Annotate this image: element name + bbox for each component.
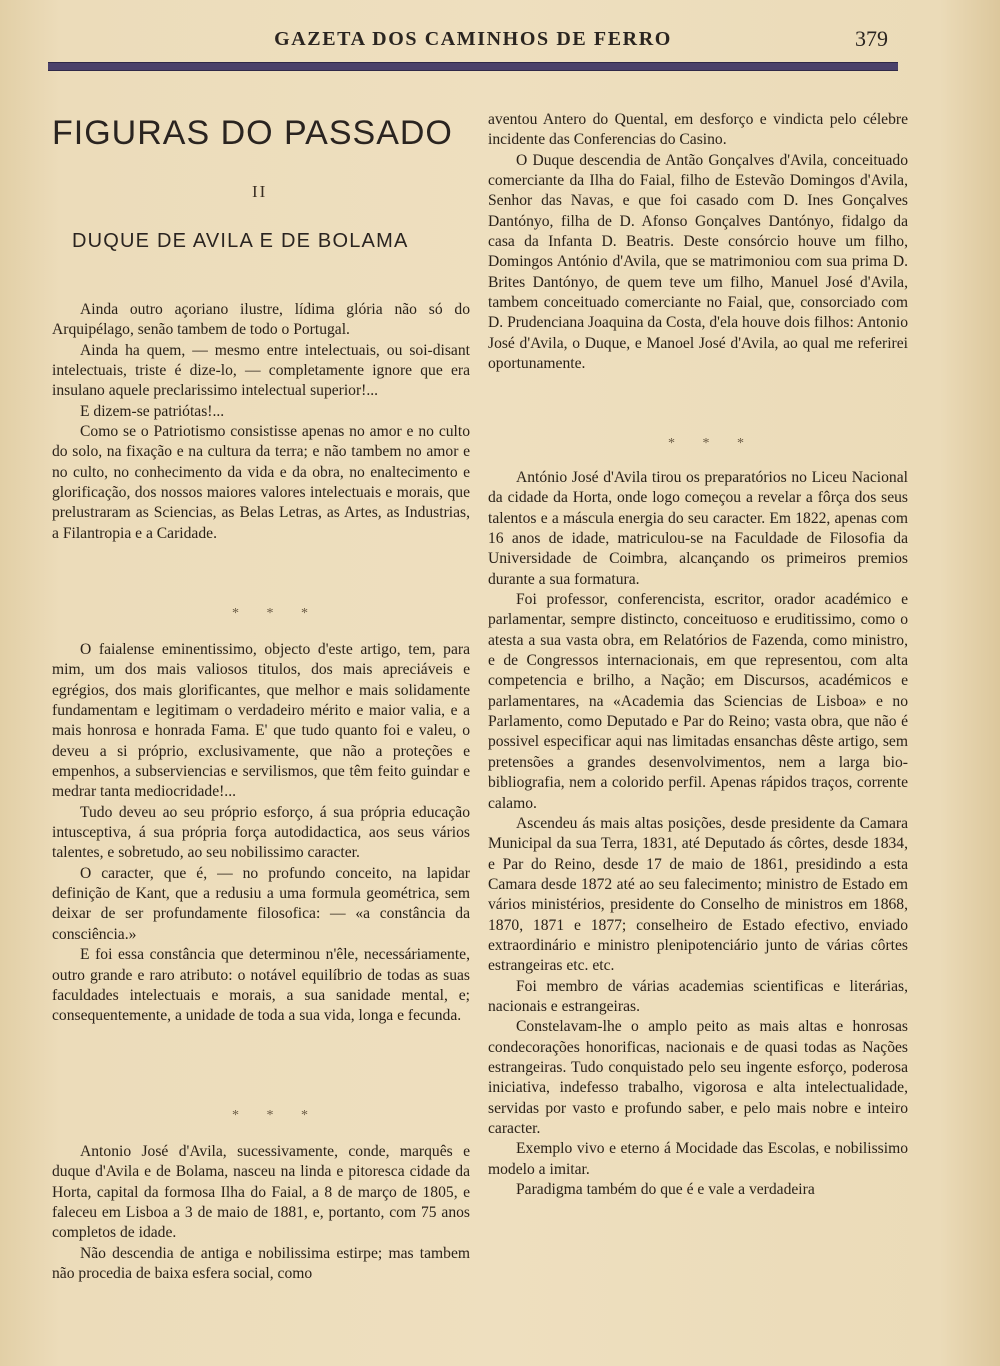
paragraph: António José d'Avila tirou os preparatórios no Liceu Nacional da cidade da Horta, onde logo começou a revelar a fôrça dos seus talentos e a máscula energia do seu caracter. Em 1822, apenas com 16 anos de idade, matriculou-se na Faculdade de Filosofia da Universidade de Coimbra, alcançando os primeiros premios durante a sua formatura. xyxy=(488,469,908,588)
left-text-block-2 xyxy=(52,640,470,1027)
paragraph: Ainda ha quem, — mesmo entre intelectuais, ou soi-disant intelectuais, triste é dize-lo, — completamente ignore que era insulano aquele preclarissimo intelectual superior!... xyxy=(52,341,470,400)
paragraph: Foi membro de várias academias scientificas e literárias, nacionais e estrangeiras. xyxy=(488,977,908,1015)
right-text-block-2 xyxy=(488,468,908,1200)
right-text-block-1 xyxy=(488,110,908,374)
paragraph: O faialense eminentissimo, objecto d'este artigo, tem, para mim, um dos mais valiosos titulos, dos mais apreciáveis e egrégios, dos mais glorificantes, que melhor e mais solidamente fundamentam e legitimam o verdadeiro mérito e maior valia, e a mais honrosa e honrada Fama. E' que tudo quanto foi e valeu, o deveu a si próprio, exclusivamente, que não a proteções e empenhos, a subserviencias e servilismos, que têm feito guindar e medrar tanta mediocridade!... xyxy=(52,641,470,801)
running-header xyxy=(48,28,898,58)
article-title: FIGURAS DO PASSADO xyxy=(52,114,453,152)
page-number: 379 xyxy=(855,26,888,51)
paragraph: Ainda outro açoriano ilustre, lídima glória não só do Arquipélago, senão tambem de todo o Portugal. xyxy=(52,301,470,339)
paragraph: Não descendia de antiga e nobilissima estirpe; mas tambem não procedia de baixa esfera social, como xyxy=(52,1244,470,1283)
paragraph: Ascendeu ás mais altas posições, desde presidente da Camara Municipal da sua Terra, 1831, até Deputado ás côrtes, desde 1834, e Par do Reino, desde 17 de maio de 1861, presidindo a esta Camara desde 1872 até ao seu falecimento; ministro de Estado em vários ministérios, presidente do Conselho de ministros em 1868, 1870, 1871 e 1877; conselheiro de Estado efectivo, enviado extraordinário e ministro plenipotenciário junto de várias côrtes estrangeiras etc. etc. xyxy=(488,814,908,975)
header-rule xyxy=(48,62,898,71)
paragraph: O caracter, que é, — no profundo conceito, na lapidar definição de Kant, que a redusiu a uma formula geométrica, sem deixar de ser profundamente filosofica: — «a constância da consciência.» xyxy=(52,864,470,943)
journal-title: GAZETA DOS CAMINHOS DE FERRO xyxy=(274,28,672,50)
article-part: II xyxy=(252,182,268,201)
paragraph: aventou Antero do Quental, em desforço e vindicta pelo célebre incidente das Conferencias do Casino. xyxy=(488,111,908,149)
section-separator: * * * xyxy=(232,606,320,621)
section-separator: * * * xyxy=(668,436,756,451)
paragraph: E foi essa constância que determinou n'êle, necessáriamente, outro grande e raro atributo: o notável equilíbrio de todas as suas faculdades intelectuais e morais, a sua sanidade mental, e; consequentemente, a unidade de toda a sua vida, longa e fecunda. xyxy=(52,946,470,1025)
paragraph: E dizem-se patriótas!... xyxy=(80,402,225,420)
paragraph: Foi professor, conferencista, escritor, orador académico e parlamentar, sempre distincto, conceituoso e eruditissimo, como o atesta a sua vasta obra, em Relatórios de Fazenda, como ministro, e de Congressos internacionais, em que representou, com alta competencia e brilho, a Nação; em Discursos, académicos e parlamentares, na «Academia das Sciencias de Lisboa» e no Parlamento, como Deputado e Par do Reino; vasta obra, que não é possivel especificar aqui nas limitadas ensanchas dêste artigo, sem pretensões a grandes desenvolvimentos, nem a larga bio-bibliografia, nem a colorido perfil. Apenas rápidos traços, corrente calamo. xyxy=(488,591,908,812)
left-text-block-3 xyxy=(52,1142,470,1284)
article-subtitle: DUQUE DE AVILA E DE BOLAMA xyxy=(72,230,409,252)
paragraph: Exemplo vivo e eterno á Mocidade das Escolas, e nobilissimo modelo a imitar. xyxy=(488,1140,908,1178)
section-separator: * * * xyxy=(232,1108,320,1123)
paragraph: Antonio José d'Avila, sucessivamente, conde, marquês e duque d'Avila e de Bolama, nasceu na linda e pitoresca cidade da Horta, capital da formosa Ilha do Faial, a 8 de março de 1805, e faleceu em Lisboa a 3 de maio de 1881, e, portanto, com 75 anos completos de idade. xyxy=(52,1143,470,1242)
paragraph: Tudo deveu ao seu próprio esforço, á sua própria educação intusceptiva, á sua própria força autodidactica, aos seus vários talentes, e sobretudo, ao seu nobilissimo caracter. xyxy=(52,803,470,862)
left-text-block-1 xyxy=(52,300,470,544)
paragraph: Constelavam-lhe o amplo peito as mais altas e honrosas condecorações honorificas, nacionais e de quasi todas as Nações estrangeiras. Tudo conquistado pelo seu ingente esforço, poderosa iniciativa, indefesso trabalho, vigorosa e alta intelectualidade, servidas por vasto e profundo saber, e pelo mais nobre e inteiro caracter. xyxy=(488,1018,908,1137)
paragraph: Paradigma também do que é e vale a verdadeira xyxy=(516,1181,815,1199)
paragraph: O Duque descendia de Antão Gonçalves d'Avila, conceituado comerciante da Ilha do Faial, filho de Estevão Domingos d'Avila, Senhor das Navas, e que foi casado com D. Ines Gonçalves Dantónyo, filha de D. Afonso Gonçalves Dantónyo, fidalgo da casa da Infanta D. Beatris. Deste consórcio houve um filho, Domingos António d'Avila, que se matrimoniou com sua prima D. Brites Dantónyo, de quem teve um filho, Manuel José d'Avila, tambem conceituado comerciante no Faial, que, consorciado com D. Prudenciana Joaquina da Costa, d'ela houve dois filhos: Antonio José d'Avila, o Duque, e Manoel José d'Avila, ao qual me referirei oportunamente. xyxy=(488,151,908,373)
paragraph: Como se o Patriotismo consistisse apenas no amor e no culto do solo, na fixação e na cultura da terra; e não tambem no amor e no culto, no conhecimento da vida e da obra, no enaltecimento e glorificação, dos nossos maiores valores intelectuais e morais, que prelustraram as Sciencias, as Belas Letras, as Artes, as Industrias, a Filantropia e a Caridade. xyxy=(52,423,470,542)
